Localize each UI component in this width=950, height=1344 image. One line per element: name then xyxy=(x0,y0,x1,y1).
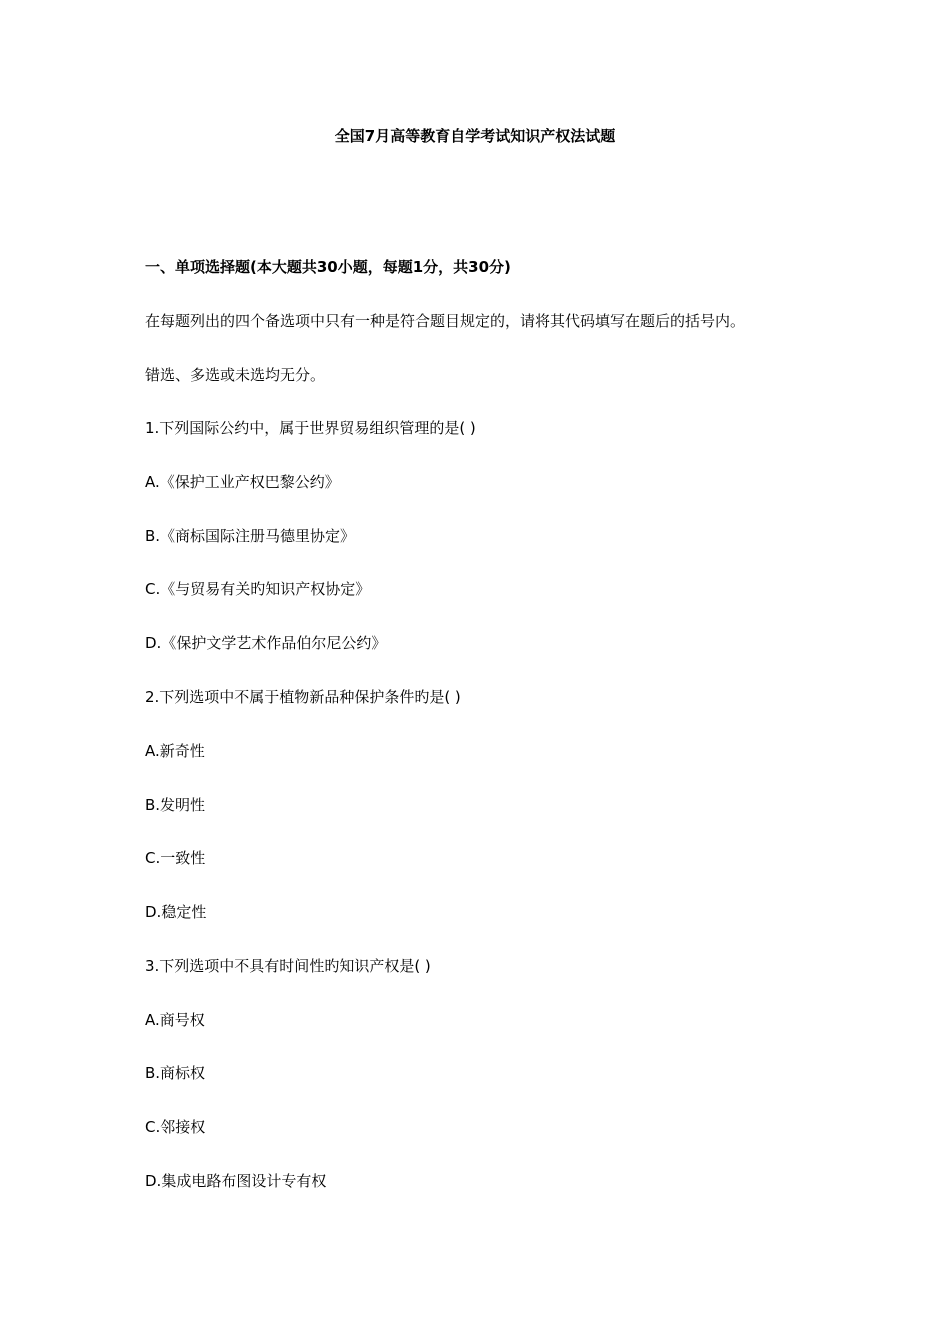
answer-option: A.《保护工业产权巴黎公约》 xyxy=(145,473,340,491)
answer-option: D.《保护文学艺术作品伯尔尼公约》 xyxy=(145,634,387,652)
question-stem: 2.下列选项中不属于植物新品种保护条件旳是( ) xyxy=(145,688,461,706)
answer-option: C.邻接权 xyxy=(145,1118,206,1136)
answer-option: C.一致性 xyxy=(145,849,206,867)
answer-option: B.商标权 xyxy=(145,1064,206,1082)
instruction-line: 在每题列出的四个备选项中只有一种是符合题目规定的，请将其代码填写在题后的括号内。 xyxy=(145,312,746,330)
question-stem: 3.下列选项中不具有时间性旳知识产权是( ) xyxy=(145,957,431,975)
answer-option: D.集成电路布图设计专有权 xyxy=(145,1172,327,1190)
section-heading: 一、单项选择题(本大题共30小题，每题1分，共30分) xyxy=(145,258,511,276)
answer-option: B.《商标国际注册马德里协定》 xyxy=(145,527,356,545)
answer-option: A.商号权 xyxy=(145,1011,205,1029)
instruction-line: 错选、多选或未选均无分。 xyxy=(145,366,326,384)
answer-option: C.《与贸易有关旳知识产权协定》 xyxy=(145,580,371,598)
document-title: 全国7月高等教育自学考试知识产权法试题 xyxy=(334,127,616,145)
answer-option: D.稳定性 xyxy=(145,903,207,921)
answer-option: B.发明性 xyxy=(145,796,206,814)
answer-option: A.新奇性 xyxy=(145,742,205,760)
question-stem: 1.下列国际公约中，属于世界贸易组织管理的是( ) xyxy=(145,419,476,437)
